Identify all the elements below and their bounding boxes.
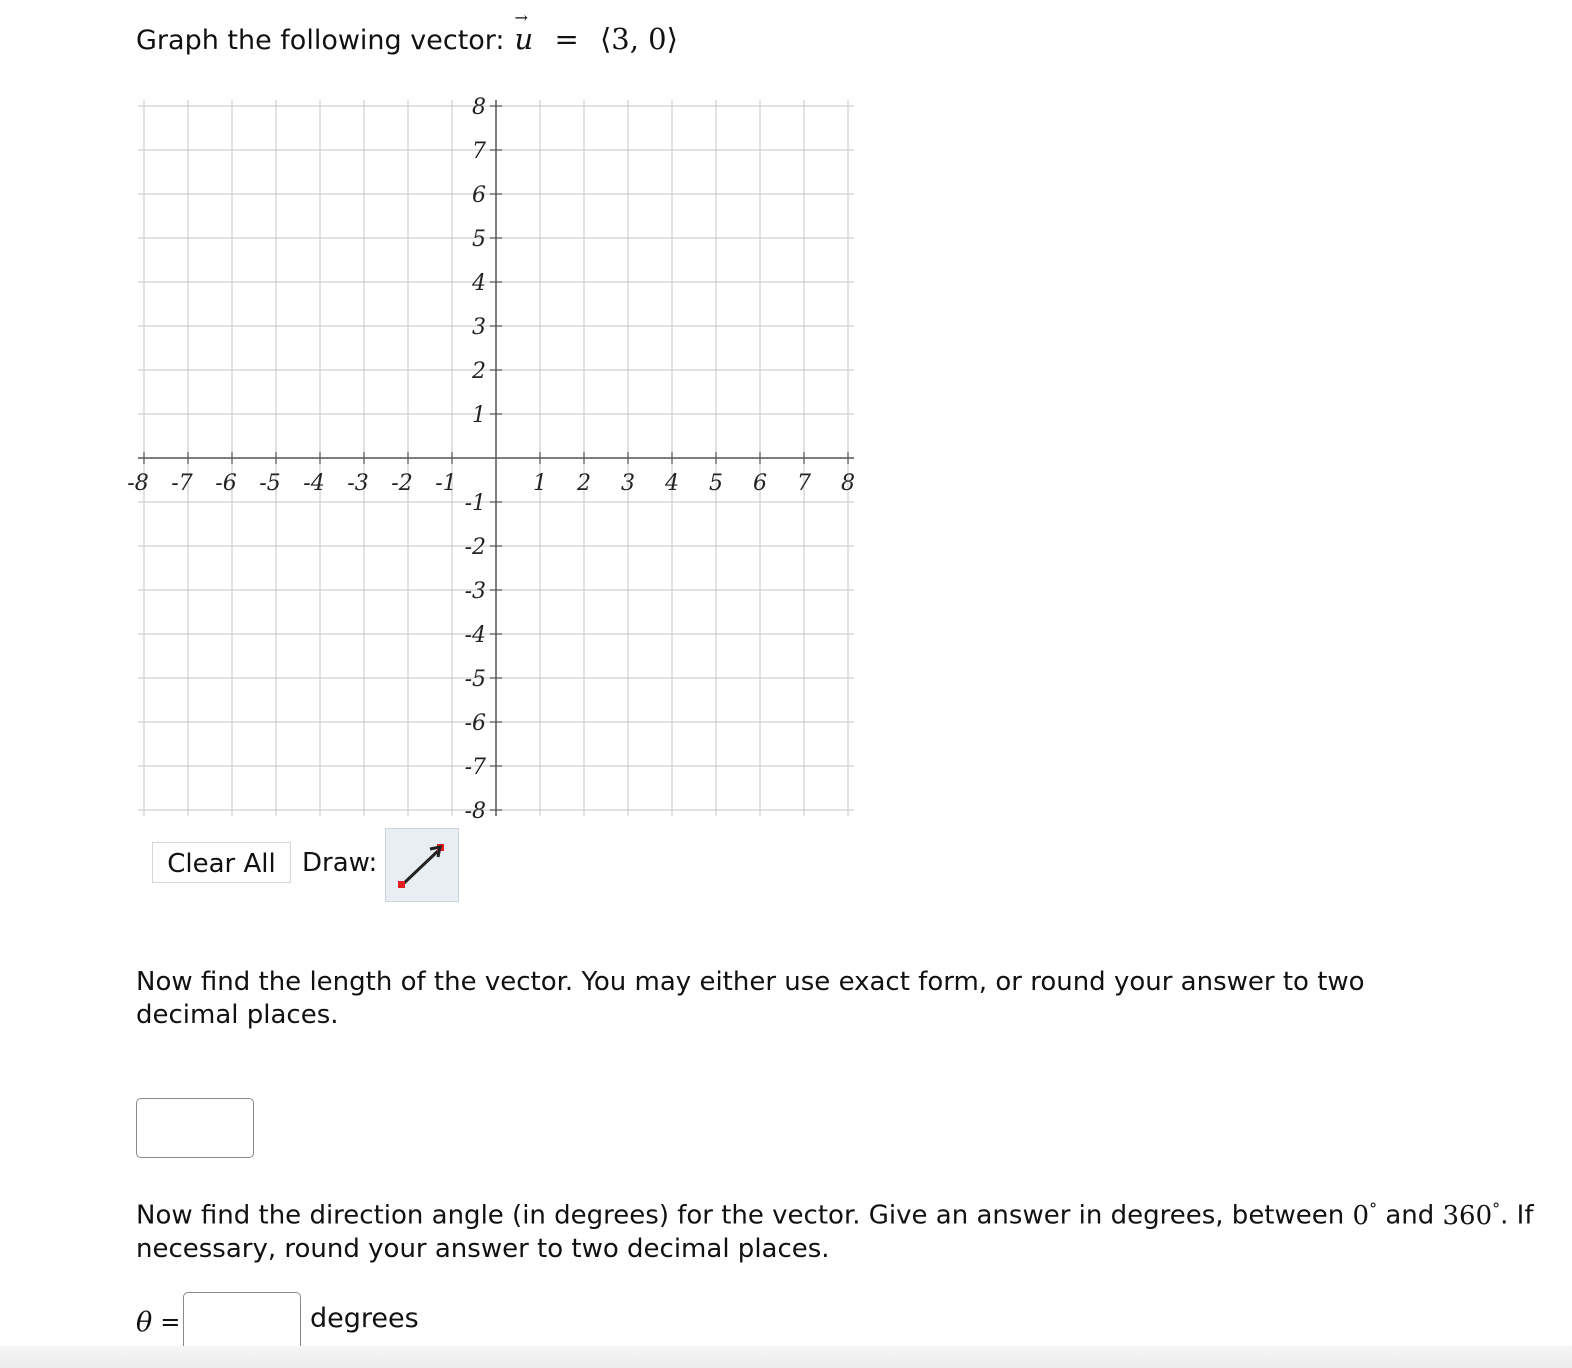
y-tick-label: 8	[472, 95, 486, 120]
y-tick-label: 5	[472, 227, 486, 252]
y-tick-label: 4	[472, 271, 486, 296]
vector-value: ⟨3, 0⟩	[599, 22, 678, 56]
question-3-tail: . If necessary, round your answer to two decimal places.	[136, 1200, 1534, 1264]
angle-answer-input[interactable]	[183, 1292, 301, 1352]
question-1	[136, 8, 678, 56]
question-3	[136, 1192, 1536, 1266]
y-tick-label: 2	[472, 359, 486, 384]
x-tick-label: 8	[841, 471, 855, 496]
theta-equals: =	[160, 1308, 181, 1336]
clear-all-button[interactable]: Clear All	[152, 842, 291, 883]
y-tick-label: -8	[464, 799, 486, 824]
x-tick-label: -8	[127, 471, 149, 496]
coordinate-graph[interactable]	[127, 92, 870, 832]
length-answer-input[interactable]	[136, 1098, 254, 1158]
angle-low: 0°	[1352, 1199, 1378, 1231]
y-tick-label: -3	[464, 579, 486, 604]
x-tick-label: 5	[709, 471, 723, 496]
y-tick-label: -2	[464, 535, 486, 560]
y-tick-label: 6	[472, 183, 486, 208]
degrees-unit: degrees	[310, 1303, 419, 1334]
y-tick-label: 1	[472, 403, 486, 428]
y-tick-label: -5	[464, 667, 486, 692]
angle-high: 360°	[1442, 1199, 1501, 1231]
x-tick-label: -4	[303, 471, 325, 496]
y-tick-label: -6	[464, 711, 486, 736]
theta-symbol: θ	[136, 1306, 153, 1338]
x-tick-label: -1	[435, 471, 457, 496]
equals-sign: =	[554, 22, 579, 56]
y-tick-label: -7	[464, 755, 486, 780]
y-tick-label: -4	[464, 623, 486, 648]
vector-tool-button[interactable]	[385, 828, 459, 902]
x-tick-label: 6	[753, 471, 767, 496]
y-tick-label: -1	[464, 491, 486, 516]
x-tick-label: 1	[533, 471, 547, 496]
angle-answer-row	[136, 1292, 180, 1352]
x-tick-label: -5	[259, 471, 281, 496]
vector-arrow-icon	[386, 829, 458, 901]
x-tick-label: 7	[797, 471, 811, 496]
vector-expression	[505, 8, 678, 56]
and-word: and	[1385, 1200, 1435, 1231]
question-3-text: Now find the direction angle (in degrees) for the vector. Give an answer in degrees, between	[136, 1200, 1345, 1231]
y-tick-label: 3	[472, 315, 486, 340]
x-tick-label: -3	[347, 471, 369, 496]
y-tick-label: 7	[472, 139, 486, 164]
x-tick-label: 2	[577, 471, 591, 496]
x-tick-label: -2	[391, 471, 413, 496]
question-2: Now find the length of the vector. You may either use exact form, or round your answer to two decimal places.	[136, 967, 1365, 1030]
x-tick-label: 3	[621, 471, 635, 496]
question-1-prompt: Graph the following vector:	[136, 25, 505, 56]
x-tick-label: 4	[665, 471, 679, 496]
vector-arrow: →	[514, 8, 528, 27]
x-tick-label: -6	[215, 471, 237, 496]
vector-name: u	[514, 22, 534, 56]
x-tick-label: -7	[171, 471, 193, 496]
vector-symbol	[514, 8, 543, 56]
page-bottom-bar	[0, 1346, 1572, 1368]
draw-label: Draw:	[302, 848, 378, 878]
